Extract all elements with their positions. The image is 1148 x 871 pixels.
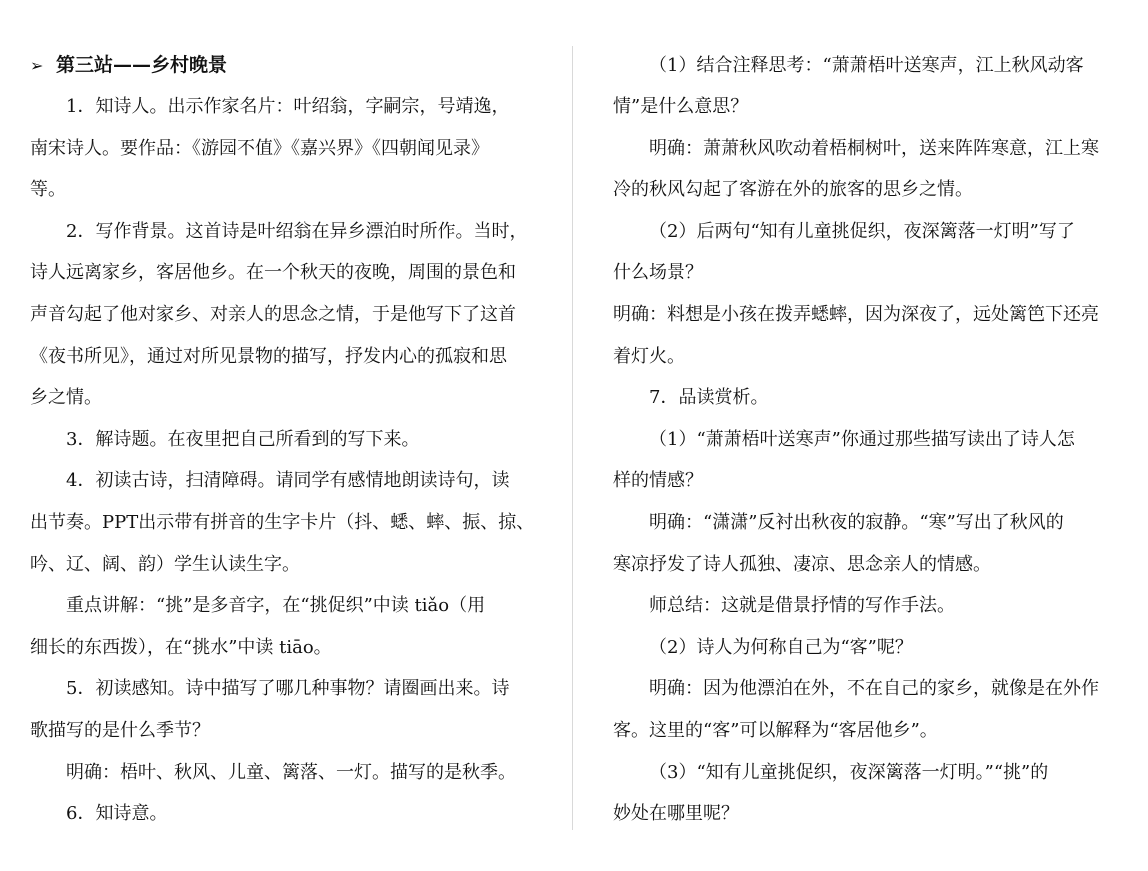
paragraph-line: 师总结：这就是借景抒情的写作手法。 [649,595,955,616]
paragraph-line: 妙处在哪里呢？ [613,803,739,824]
paragraph-line: （3）“知有儿童挑促织，夜深篱落一灯明。”“挑”的 [649,762,1049,783]
paragraph-line: 3．解诗题。在夜里把自己所看到的写下来。 [66,429,420,450]
paragraph-line: 出节奏。PPT出示带有拼音的生字卡片（抖、蟋、蟀、振、掠、 [30,512,535,533]
arrow-bullet-icon: ➢ [30,56,44,75]
paragraph-line: 6．知诗意。 [66,803,168,824]
section-heading-text: 第三站——乡村晚景 [56,54,228,76]
paragraph-line: （1）“萧萧梧叶送寒声”你通过那些描写读出了诗人怎 [649,429,1075,450]
paragraph-line: 诗人远离家乡，客居他乡。在一个秋天的夜晚，周围的景色和 [30,262,516,283]
paragraph-line: 明确：“潇潇”反衬出秋夜的寂静。“寒”写出了秋风的 [649,512,1064,533]
paragraph-line: 吟、辽、阔、韵）学生认读生字。 [30,554,300,575]
paragraph-line: （2）后两句“知有儿童挑促织，夜深篱落一灯明”写了 [649,221,1075,242]
paragraph-line: （1）结合注释思考：“萧萧梧叶送寒声，江上秋风动客 [649,55,1084,76]
paragraph-line: 乡之情。 [30,387,102,408]
paragraph-line: 4．初读古诗，扫清障碍。请同学有感情地朗读诗句，读 [66,470,510,491]
column-divider [572,46,573,830]
paragraph-line: 明确：梧叶、秋风、儿童、篱落、一灯。描写的是秋季。 [66,762,516,783]
paragraph-line: （2）诗人为何称自己为“客”呢？ [649,637,913,658]
paragraph-line: 等。 [30,179,66,200]
section-heading [30,53,227,77]
paragraph-line: 《夜书所见》，通过对所见景物的描写，抒发内心的孤寂和思 [30,346,507,367]
paragraph-line: 2．写作背景。这首诗是叶绍翁在异乡漂泊时所作。当时， [66,221,528,242]
paragraph-line: 南宋诗人。要作品：《游园不值》《嘉兴界》《四朝闻见录》 [30,138,489,159]
paragraph-line: 细长的东西拨），在“挑水”中读 tiāo。 [30,637,332,658]
paragraph-line: 重点讲解：“挑”是多音字，在“挑促织”中读 tiǎo（用 [66,595,486,616]
paragraph-line: 寒凉抒发了诗人孤独、凄凉、思念亲人的情感。 [613,554,991,575]
paragraph-line: 冷的秋风勾起了客游在外的旅客的思乡之情。 [613,179,973,200]
paragraph-line: 歌描写的是什么季节？ [30,720,210,741]
paragraph-line: 着灯火。 [613,346,685,367]
paragraph-line: 情”是什么意思？ [613,96,749,117]
paragraph-line: 样的情感？ [613,470,703,491]
paragraph-line: 明确：料想是小孩在拨弄蟋蟀，因为深夜了，远处篱笆下还亮 [613,304,1099,325]
paragraph-line: 客。这里的“客”可以解释为“客居他乡”。 [613,720,938,741]
paragraph-line: 什么场景？ [613,262,703,283]
paragraph-line: 7．品读赏析。 [649,387,769,408]
paragraph-line: 5．初读感知。诗中描写了哪几种事物？请圈画出来。诗 [66,678,510,699]
paragraph-line: 明确：因为他漂泊在外，不在自己的家乡，就像是在外作 [649,678,1099,699]
paragraph-line: 声音勾起了他对家乡、对亲人的思念之情，于是他写下了这首 [30,304,516,325]
paragraph-line: 1．知诗人。出示作家名片：叶绍翁，字嗣宗，号靖逸， [66,96,510,117]
paragraph-line: 明确：萧萧秋风吹动着梧桐树叶，送来阵阵寒意，江上寒 [649,138,1099,159]
